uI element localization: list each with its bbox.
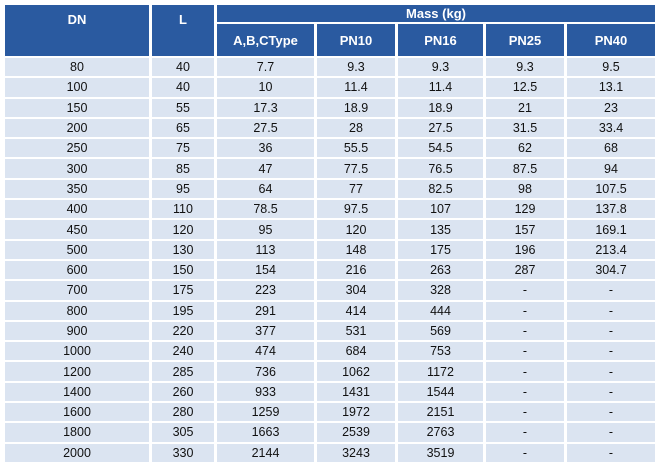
cell-pn40: 137.8 (567, 200, 655, 218)
table-row (5, 99, 655, 117)
cell-abc-type: 1259 (217, 403, 314, 421)
cell-pn25: - (486, 322, 564, 340)
cell-l: 260 (152, 383, 214, 401)
cell-pn10: 1062 (317, 362, 395, 380)
cell-pn16: 135 (398, 220, 483, 238)
cell-pn25: - (486, 362, 564, 380)
cell-abc-type: 17.3 (217, 99, 314, 117)
cell-abc-type: 7.7 (217, 58, 314, 76)
cell-abc-type: 113 (217, 241, 314, 259)
cell-pn25: 157 (486, 220, 564, 238)
cell-pn25: 12.5 (486, 78, 564, 96)
table-row (5, 180, 655, 198)
cell-pn25: 98 (486, 180, 564, 198)
cell-dn: 100 (5, 78, 149, 96)
header-pn25: PN25 (486, 24, 564, 56)
cell-pn10: 1431 (317, 383, 395, 401)
cell-dn: 1800 (5, 423, 149, 441)
cell-l: 195 (152, 302, 214, 320)
cell-pn10: 11.4 (317, 78, 395, 96)
cell-dn: 800 (5, 302, 149, 320)
cell-l: 40 (152, 58, 214, 76)
cell-abc-type: 78.5 (217, 200, 314, 218)
cell-l: 240 (152, 342, 214, 360)
cell-abc-type: 1663 (217, 423, 314, 441)
header-pn10: PN10 (317, 24, 395, 56)
cell-pn25: - (486, 342, 564, 360)
header-row-group (5, 5, 655, 22)
cell-pn10: 9.3 (317, 58, 395, 76)
cell-pn25: 62 (486, 139, 564, 157)
cell-abc-type: 474 (217, 342, 314, 360)
cell-pn10: 18.9 (317, 99, 395, 117)
cell-pn25: 87.5 (486, 159, 564, 177)
cell-pn16: 1544 (398, 383, 483, 401)
cell-abc-type: 10 (217, 78, 314, 96)
header-abc-type: A,B,CType (217, 24, 314, 56)
table-row (5, 302, 655, 320)
cell-l: 305 (152, 423, 214, 441)
cell-pn25: 31.5 (486, 119, 564, 137)
cell-pn25: - (486, 423, 564, 441)
cell-pn10: 2539 (317, 423, 395, 441)
cell-pn25: - (486, 302, 564, 320)
cell-pn40: - (567, 383, 655, 401)
cell-pn40: - (567, 423, 655, 441)
cell-pn40: 13.1 (567, 78, 655, 96)
cell-dn: 900 (5, 322, 149, 340)
cell-abc-type: 95 (217, 220, 314, 238)
cell-pn16: 2763 (398, 423, 483, 441)
cell-dn: 400 (5, 200, 149, 218)
cell-pn25: 129 (486, 200, 564, 218)
cell-dn: 80 (5, 58, 149, 76)
table-row (5, 322, 655, 340)
cell-dn: 350 (5, 180, 149, 198)
cell-pn40: - (567, 362, 655, 380)
cell-dn: 1600 (5, 403, 149, 421)
cell-pn16: 3519 (398, 444, 483, 462)
cell-abc-type: 223 (217, 281, 314, 299)
cell-abc-type: 377 (217, 322, 314, 340)
table-header (5, 5, 655, 56)
cell-pn25: 21 (486, 99, 564, 117)
cell-abc-type: 64 (217, 180, 314, 198)
cell-l: 40 (152, 78, 214, 96)
cell-pn10: 3243 (317, 444, 395, 462)
cell-dn: 700 (5, 281, 149, 299)
cell-pn10: 684 (317, 342, 395, 360)
cell-pn16: 1172 (398, 362, 483, 380)
cell-pn40: 304.7 (567, 261, 655, 279)
cell-pn40: 169.1 (567, 220, 655, 238)
cell-abc-type: 736 (217, 362, 314, 380)
table-row (5, 444, 655, 462)
cell-dn: 600 (5, 261, 149, 279)
cell-abc-type: 933 (217, 383, 314, 401)
cell-pn10: 148 (317, 241, 395, 259)
cell-pn40: 9.5 (567, 58, 655, 76)
cell-pn40: - (567, 444, 655, 462)
cell-l: 55 (152, 99, 214, 117)
cell-l: 65 (152, 119, 214, 137)
table-row (5, 78, 655, 96)
cell-pn16: 444 (398, 302, 483, 320)
table-row (5, 119, 655, 137)
cell-dn: 1000 (5, 342, 149, 360)
cell-pn40: 33.4 (567, 119, 655, 137)
cell-abc-type: 47 (217, 159, 314, 177)
cell-dn: 2000 (5, 444, 149, 462)
table-row (5, 241, 655, 259)
cell-pn10: 77.5 (317, 159, 395, 177)
table-row (5, 281, 655, 299)
cell-pn40: 94 (567, 159, 655, 177)
cell-pn10: 97.5 (317, 200, 395, 218)
cell-pn16: 569 (398, 322, 483, 340)
cell-pn16: 263 (398, 261, 483, 279)
table-row (5, 362, 655, 380)
table-row (5, 58, 655, 76)
cell-abc-type: 36 (217, 139, 314, 157)
cell-pn10: 414 (317, 302, 395, 320)
header-pn16: PN16 (398, 24, 483, 56)
cell-abc-type: 2144 (217, 444, 314, 462)
cell-pn10: 304 (317, 281, 395, 299)
cell-pn16: 2151 (398, 403, 483, 421)
cell-l: 285 (152, 362, 214, 380)
table-body (5, 58, 655, 462)
cell-dn: 300 (5, 159, 149, 177)
cell-pn25: - (486, 383, 564, 401)
mass-table-container (5, 5, 652, 464)
header-pn40: PN40 (567, 24, 655, 56)
cell-pn40: 107.5 (567, 180, 655, 198)
cell-l: 120 (152, 220, 214, 238)
cell-pn16: 82.5 (398, 180, 483, 198)
mass-table (2, 3, 656, 464)
cell-l: 150 (152, 261, 214, 279)
cell-pn16: 18.9 (398, 99, 483, 117)
cell-dn: 150 (5, 99, 149, 117)
cell-pn25: - (486, 281, 564, 299)
cell-pn25: 287 (486, 261, 564, 279)
cell-pn25: 9.3 (486, 58, 564, 76)
cell-pn10: 216 (317, 261, 395, 279)
cell-pn16: 11.4 (398, 78, 483, 96)
table-row (5, 403, 655, 421)
cell-pn16: 27.5 (398, 119, 483, 137)
cell-l: 130 (152, 241, 214, 259)
cell-dn: 250 (5, 139, 149, 157)
cell-dn: 500 (5, 241, 149, 259)
cell-pn40: - (567, 281, 655, 299)
cell-l: 75 (152, 139, 214, 157)
cell-pn16: 328 (398, 281, 483, 299)
cell-abc-type: 154 (217, 261, 314, 279)
cell-pn10: 77 (317, 180, 395, 198)
cell-pn16: 175 (398, 241, 483, 259)
cell-pn10: 55.5 (317, 139, 395, 157)
cell-pn40: - (567, 322, 655, 340)
cell-l: 330 (152, 444, 214, 462)
cell-l: 220 (152, 322, 214, 340)
cell-pn16: 107 (398, 200, 483, 218)
cell-pn16: 753 (398, 342, 483, 360)
cell-pn40: 213.4 (567, 241, 655, 259)
cell-pn40: 68 (567, 139, 655, 157)
table-row (5, 423, 655, 441)
cell-l: 110 (152, 200, 214, 218)
cell-dn: 200 (5, 119, 149, 137)
header-dn: DN (5, 5, 149, 56)
table-row (5, 200, 655, 218)
cell-pn25: - (486, 403, 564, 421)
table-row (5, 383, 655, 401)
table-row (5, 342, 655, 360)
cell-l: 85 (152, 159, 214, 177)
cell-pn16: 54.5 (398, 139, 483, 157)
cell-l: 175 (152, 281, 214, 299)
table-row (5, 139, 655, 157)
cell-abc-type: 27.5 (217, 119, 314, 137)
header-l: L (152, 5, 214, 56)
cell-pn16: 76.5 (398, 159, 483, 177)
cell-abc-type: 291 (217, 302, 314, 320)
cell-pn10: 1972 (317, 403, 395, 421)
cell-pn16: 9.3 (398, 58, 483, 76)
cell-dn: 1200 (5, 362, 149, 380)
table-row (5, 261, 655, 279)
cell-pn10: 531 (317, 322, 395, 340)
cell-l: 280 (152, 403, 214, 421)
table-row (5, 220, 655, 238)
cell-pn40: - (567, 342, 655, 360)
cell-l: 95 (152, 180, 214, 198)
header-mass-group: Mass (kg) (217, 5, 655, 22)
cell-pn40: 23 (567, 99, 655, 117)
cell-pn10: 28 (317, 119, 395, 137)
cell-pn40: - (567, 302, 655, 320)
table-row (5, 159, 655, 177)
cell-dn: 1400 (5, 383, 149, 401)
cell-pn25: - (486, 444, 564, 462)
cell-pn10: 120 (317, 220, 395, 238)
cell-dn: 450 (5, 220, 149, 238)
cell-pn40: - (567, 403, 655, 421)
cell-pn25: 196 (486, 241, 564, 259)
